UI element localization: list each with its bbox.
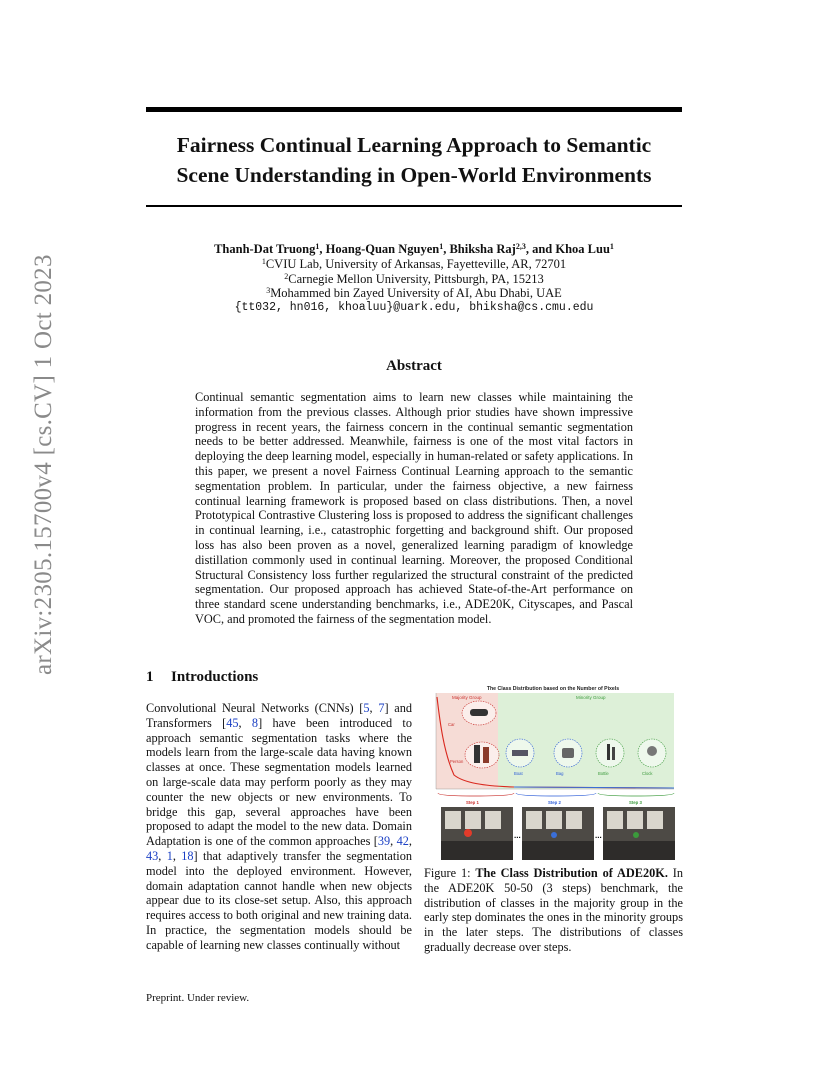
step-1-brace: [438, 793, 514, 796]
boat-thumbnail: [512, 750, 528, 756]
ellipsis-2: ...: [595, 831, 602, 840]
intro-text: ,: [238, 715, 252, 730]
author-name: Bhiksha Raj: [449, 242, 516, 256]
author-sep: ,: [319, 242, 326, 256]
intro-text: ,: [172, 848, 182, 863]
citation-link[interactable]: 5: [363, 701, 370, 715]
author-affil: 1: [609, 242, 614, 251]
paper-title: [146, 130, 682, 190]
bottle-thumbnail: [612, 747, 615, 760]
author-name: Hoang-Quan Nguyen: [325, 242, 440, 256]
affil-text: Mohammed bin Zayed University of AI, Abu Dhabi, UAE: [270, 286, 562, 301]
intro-text: ,: [408, 834, 412, 849]
object-label-boat: Boat: [514, 771, 523, 776]
author-block: [146, 242, 682, 316]
affil-text: CVIU Lab, University of Arkansas, Fayetteville, AR, 72701: [265, 256, 567, 271]
person-bubble: [465, 742, 499, 768]
caption-bold-title: The Class Distribution of ADE20K.: [475, 866, 668, 880]
author-affil: 2,3: [515, 242, 526, 251]
citation-link[interactable]: 1: [166, 848, 173, 863]
car-thumbnail: [470, 709, 488, 716]
person-thumbnail: [483, 747, 489, 763]
object-label-bag: Bag: [556, 771, 564, 776]
author-affil: 1: [315, 242, 320, 251]
author-affil: 1: [439, 242, 444, 251]
object-label-clock: Clock: [642, 771, 653, 776]
step-3-brace: [598, 793, 674, 796]
intro-text: ,: [369, 701, 379, 715]
figure-1: [424, 683, 683, 863]
scene-photo-3: [603, 807, 675, 860]
citation-link[interactable]: 39: [377, 834, 391, 849]
caption-prefix: Figure 1:: [424, 866, 476, 880]
ellipsis-1: ...: [514, 831, 521, 840]
object-label-car: Car: [448, 722, 455, 727]
scene-photo-2: [522, 807, 594, 860]
caption-text: In the ADE20K 50-50 (3 steps) benchmark, the distribution of classes in the majority group in the early step dominates the ones in the minority groups in the later steps. The distributions of classes gradually decrease over steps.: [424, 866, 683, 954]
step-label-1: Step 1: [466, 800, 479, 805]
section-title: Introductions: [171, 669, 259, 685]
author-list: [146, 242, 682, 257]
affil-text: Carnegie Mellon University, Pittsburgh, PA, 15213: [288, 271, 544, 286]
scene-photo-1: [441, 807, 513, 860]
citation-link[interactable]: 8: [251, 715, 259, 730]
author-emails: {tt032, hn016, khoaluu}@uark.edu, bhiksha@cs.cmu.edu: [234, 301, 594, 315]
arxiv-stamp: [22, 254, 57, 675]
step-label-2: Step 2: [548, 800, 561, 805]
citation-link[interactable]: 7: [378, 701, 385, 715]
clock-thumbnail: [647, 746, 657, 756]
bottle-thumbnail: [607, 744, 610, 760]
citation-link[interactable]: 45: [226, 715, 239, 730]
citation-link[interactable]: 43: [146, 848, 159, 863]
figure-chart-title: The Class Distribution based on the Number of Pixels: [486, 686, 620, 692]
intro-text: ,: [158, 848, 167, 863]
arxiv-stamp-text: arXiv:2305.15700v4 [cs.CV] 1 Oct 2023: [30, 254, 57, 675]
affil-number: 2: [284, 271, 289, 281]
author-name: Thanh-Dat Truong: [214, 242, 316, 256]
affil-number: 1: [261, 256, 266, 266]
author-name: Khoa Luu: [555, 242, 610, 256]
title-line-2: Scene Understanding in Open-World Environments: [176, 163, 652, 187]
title-top-rule: [146, 107, 682, 112]
intro-text: ,: [390, 834, 397, 849]
intro-text: Convolutional Neural Networks (CNNs) [: [146, 701, 364, 715]
minority-label: Minority Group: [576, 695, 606, 700]
intro-text: ] and Transformers [: [146, 701, 412, 730]
step-2-brace: [516, 793, 596, 796]
abstract-heading: Abstract: [386, 358, 442, 374]
step-label-3: Step 3: [629, 800, 642, 805]
abstract-text: Continual semantic segmentation aims to learn new classes while maintaining the information from the previous classes. Although prior studies have shown impressive progress in recent years, the fairness concern in the continual semantic segmentation needs to be better addressed. Meanwhile, fairness is one of the most vital factors in deploying the deep learning model, especially in human-related or safety applications. In this paper, we present a novel Fairness Continual Learning approach to the semantic segmentation problem. In particular, under the fairness objective, a new fairness continual learning framework is proposed based on class distributions. Then, a novel Prototypical Contrastive Clustering loss is proposed to address the significant challenges in continual learning, i.e., catastrophic forgetting and background shift. Our proposed loss has also been proven as a novel, generalized learning paradigm of knowledge distillation commonly used in continual learning. Moreover, the proposed Conditional Structural Consistency loss further regularized the structural constraint of the predicted segmentation. Our proposed approach has achieved State-of-the-Art performance on three standard scene understanding benchmarks, i.e., ADE20K, Cityscapes, and Pascal VOC, and promoted the fairness of the segmentation model.: [195, 390, 633, 626]
citation-link[interactable]: 18: [181, 848, 194, 863]
figure-caption: [424, 866, 683, 955]
person-thumbnail: [474, 745, 480, 763]
intro-text: ] have been introduced to approach semantic segmentation tasks where the models learn from the large-scale data having known classes at once. These segmentation models learned on large-scale data may perform poorly as they may counter the new objects or new environments. To bridge this gap, several approaches have been proposed to adapt the model to the new data. Domain Adaptation is one of the common approaches [: [146, 715, 412, 849]
footer-note: Preprint. Under review.: [146, 992, 250, 1004]
affiliation: [146, 257, 682, 272]
bag-thumbnail: [562, 748, 574, 758]
affiliation: [146, 272, 682, 287]
section-heading: [146, 669, 258, 686]
author-sep: ,: [443, 242, 450, 256]
object-label-person: Person: [450, 759, 464, 764]
section-number: 1: [146, 669, 154, 685]
affiliation: [146, 286, 682, 301]
object-label-bottle: Bottle: [598, 771, 609, 776]
author-sep: , and: [525, 242, 556, 256]
affil-number: 3: [266, 286, 271, 296]
intro-text: ] that adaptively transfer the segmentation model into the deployed environment. However, domain adaptation cannot handle when new objects appear due to its close-set setup. Also, this approach requires access to both original and new training data. In practice, the segmentation models should be capable of learning new classes continually without: [146, 848, 412, 952]
title-bottom-rule: [146, 205, 682, 207]
intro-paragraph: [146, 701, 412, 953]
majority-label: Majority Group: [452, 695, 482, 700]
title-line-1: Fairness Continual Learning Approach to Semantic: [176, 133, 652, 157]
citation-link[interactable]: 42: [396, 834, 409, 849]
